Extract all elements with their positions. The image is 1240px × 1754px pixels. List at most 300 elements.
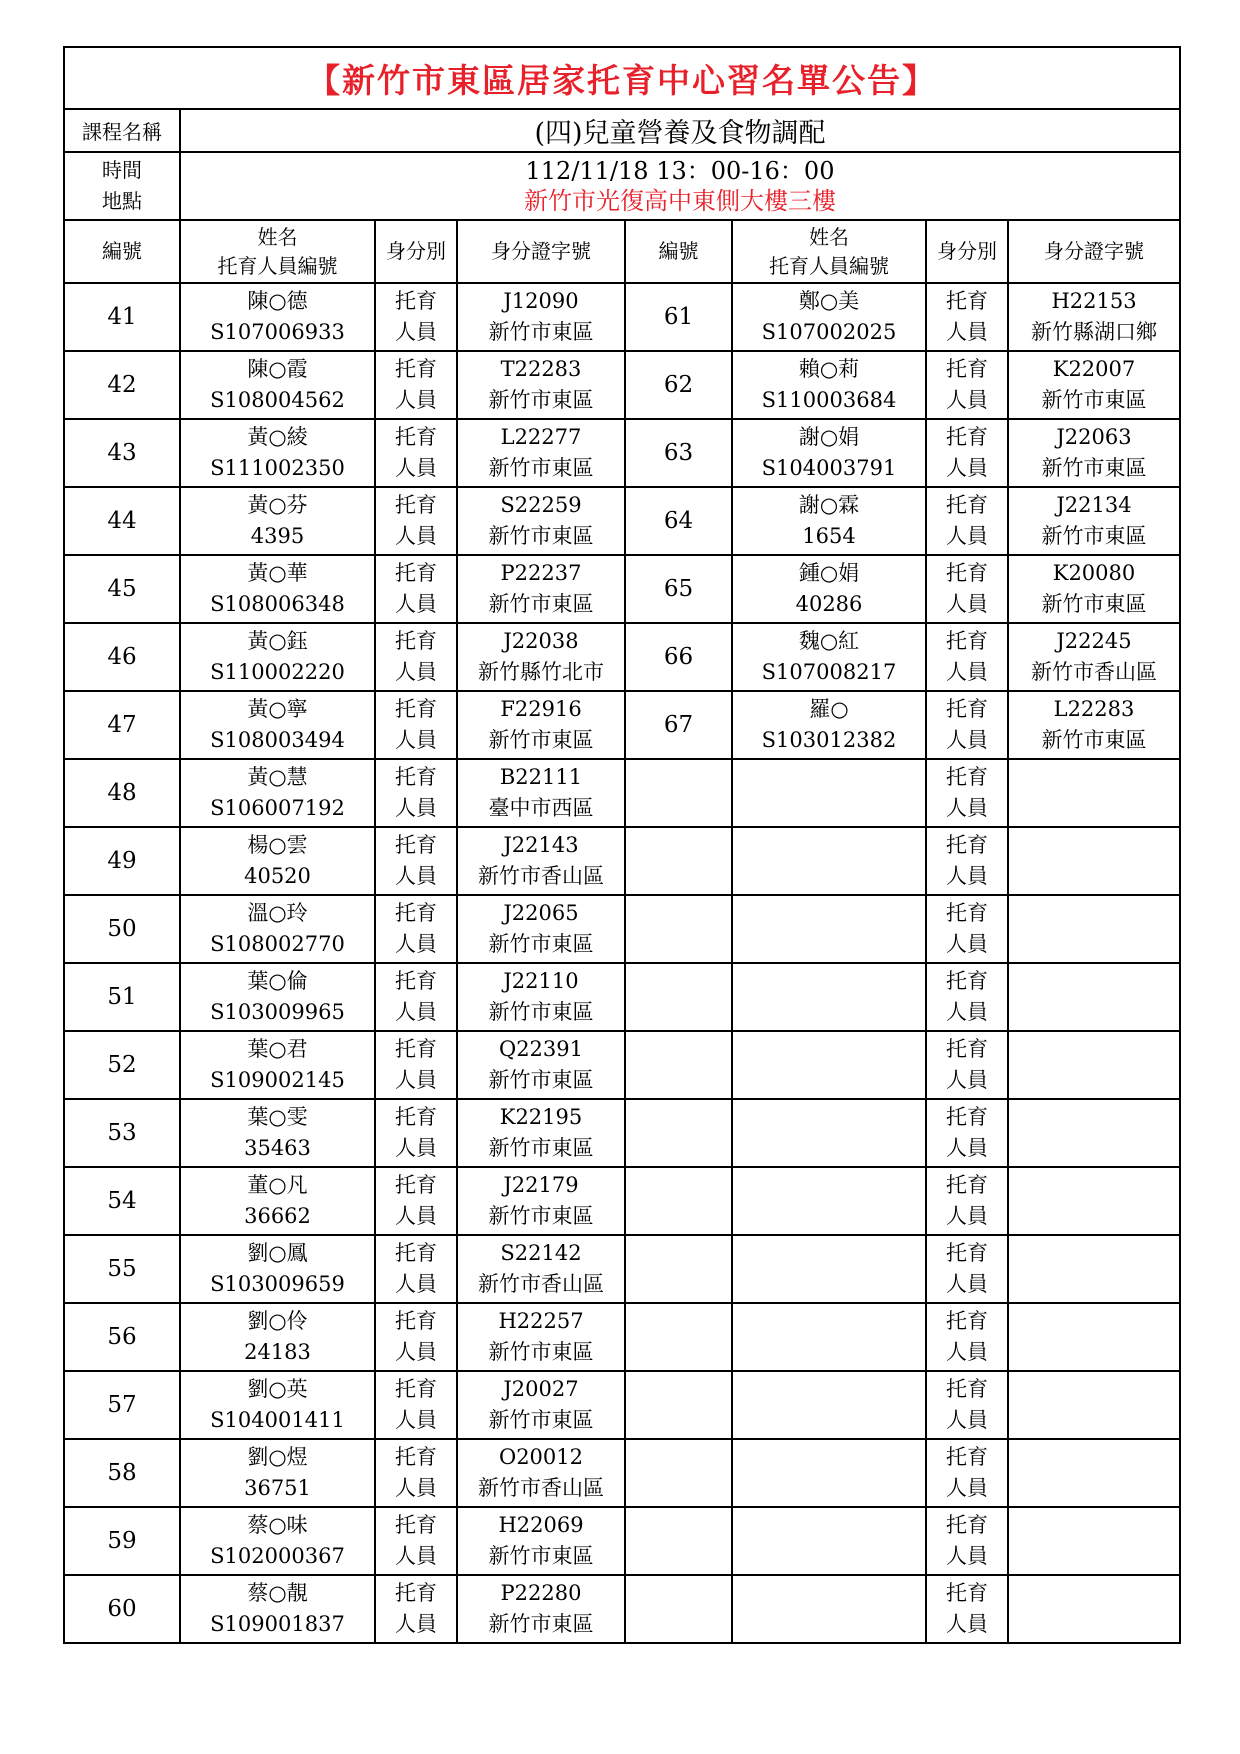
id-cell bbox=[457, 1099, 625, 1167]
id-cell-right bbox=[1008, 351, 1180, 419]
empty-num-cell bbox=[625, 1575, 732, 1643]
trainee-cell bbox=[180, 963, 375, 1031]
trainee-name: 葉○倫 bbox=[247, 969, 308, 993]
id-number: P22280 bbox=[500, 1581, 582, 1605]
id-number: L22277 bbox=[500, 425, 582, 449]
role-line2: 人員 bbox=[395, 932, 437, 956]
role-line2: 人員 bbox=[946, 660, 988, 684]
empty-num-cell bbox=[625, 1167, 732, 1235]
role-cell bbox=[375, 1303, 457, 1371]
role-line1: 托育 bbox=[946, 1105, 988, 1129]
role-cell bbox=[375, 623, 457, 691]
table-row bbox=[64, 555, 1180, 623]
role-cell-right bbox=[926, 1167, 1008, 1235]
table-row bbox=[64, 895, 1180, 963]
row-num: 52 bbox=[64, 1031, 180, 1099]
role-cell-right bbox=[926, 827, 1008, 895]
empty-trainee-cell bbox=[732, 1031, 926, 1099]
course-label: 課程名稱 bbox=[64, 109, 180, 152]
trainee-code: S104001411 bbox=[210, 1408, 345, 1432]
role-line1: 托育 bbox=[946, 765, 988, 789]
role-line1: 托育 bbox=[395, 1445, 437, 1469]
trainee-cell bbox=[180, 1507, 375, 1575]
empty-num-cell bbox=[625, 1371, 732, 1439]
trainee-name: 劉○伶 bbox=[247, 1309, 308, 1333]
row-num: 60 bbox=[64, 1575, 180, 1643]
row-num: 57 bbox=[64, 1371, 180, 1439]
empty-num-cell bbox=[625, 963, 732, 1031]
role-line2: 人員 bbox=[395, 1476, 437, 1500]
table-row bbox=[64, 1167, 1180, 1235]
role-line1: 托育 bbox=[395, 901, 437, 925]
role-line2: 人員 bbox=[395, 1204, 437, 1228]
header-id-right: 身分證字號 bbox=[1008, 220, 1180, 283]
role-cell-right bbox=[926, 351, 1008, 419]
empty-id-cell bbox=[1008, 1099, 1180, 1167]
id-number: P22237 bbox=[500, 561, 582, 585]
id-area: 新竹市香山區 bbox=[1031, 660, 1157, 684]
table-row bbox=[64, 691, 1180, 759]
empty-trainee-cell bbox=[732, 759, 926, 827]
role-line2: 人員 bbox=[395, 1068, 437, 1092]
id-area: 新竹市東區 bbox=[488, 1612, 594, 1636]
role-line1: 托育 bbox=[395, 1241, 437, 1265]
id-area: 新竹市東區 bbox=[488, 1408, 594, 1432]
trainee-name: 陳○德 bbox=[247, 289, 308, 313]
id-cell bbox=[457, 1167, 625, 1235]
role-line1: 托育 bbox=[395, 561, 437, 585]
header-name bbox=[180, 220, 375, 283]
role-cell-right bbox=[926, 487, 1008, 555]
row-num-right: 67 bbox=[625, 691, 732, 759]
role-line2: 人員 bbox=[946, 932, 988, 956]
column-header-row bbox=[64, 220, 1180, 283]
role-line1: 托育 bbox=[395, 1105, 437, 1129]
datetime: 112/11/18 13：00-16：00 bbox=[525, 157, 835, 185]
role-line2: 人員 bbox=[395, 456, 437, 480]
role-line1: 托育 bbox=[395, 1581, 437, 1605]
row-num-right: 64 bbox=[625, 487, 732, 555]
trainee-code: S111002350 bbox=[210, 456, 345, 480]
location: 新竹市光復高中東側大樓三樓 bbox=[524, 187, 836, 215]
role-cell bbox=[375, 1099, 457, 1167]
role-line1: 托育 bbox=[946, 1377, 988, 1401]
empty-id-cell bbox=[1008, 1235, 1180, 1303]
role-line1: 托育 bbox=[395, 697, 437, 721]
id-cell-right bbox=[1008, 487, 1180, 555]
role-line2: 人員 bbox=[946, 1476, 988, 1500]
id-area: 新竹市東區 bbox=[488, 1544, 594, 1568]
empty-id-cell bbox=[1008, 759, 1180, 827]
id-number: K22007 bbox=[1052, 357, 1136, 381]
trainee-cell bbox=[180, 555, 375, 623]
role-line2: 人員 bbox=[395, 1408, 437, 1432]
empty-id-cell bbox=[1008, 1031, 1180, 1099]
role-line2: 人員 bbox=[946, 728, 988, 752]
role-line2: 人員 bbox=[946, 592, 988, 616]
role-cell-right bbox=[926, 1575, 1008, 1643]
roster-table bbox=[63, 46, 1181, 1644]
trainee-name: 鍾○娟 bbox=[798, 561, 860, 585]
trainee-cell bbox=[180, 487, 375, 555]
trainee-name: 鄭○美 bbox=[798, 289, 860, 313]
id-area: 新竹市東區 bbox=[1041, 388, 1147, 412]
id-number: H22069 bbox=[498, 1513, 584, 1537]
id-cell bbox=[457, 1371, 625, 1439]
role-line1: 托育 bbox=[946, 1037, 988, 1061]
time-label: 時間 bbox=[102, 158, 142, 182]
trainee-code: S108003494 bbox=[210, 728, 345, 752]
empty-id-cell bbox=[1008, 1439, 1180, 1507]
id-area: 新竹市東區 bbox=[488, 1340, 594, 1364]
role-line2: 人員 bbox=[395, 1000, 437, 1024]
role-line2: 人員 bbox=[395, 1272, 437, 1296]
id-cell bbox=[457, 895, 625, 963]
empty-trainee-cell bbox=[732, 1439, 926, 1507]
id-number: B22111 bbox=[499, 765, 583, 789]
course-name: (四)兒童營養及食物調配 bbox=[180, 109, 1180, 152]
header-role-right: 身分別 bbox=[926, 220, 1008, 283]
role-cell bbox=[375, 1371, 457, 1439]
role-cell-right bbox=[926, 1507, 1008, 1575]
id-area: 新竹市東區 bbox=[488, 320, 594, 344]
role-cell bbox=[375, 1439, 457, 1507]
trainee-cell bbox=[180, 691, 375, 759]
role-line2: 人員 bbox=[395, 1544, 437, 1568]
id-number: J22245 bbox=[1056, 629, 1132, 653]
id-cell bbox=[457, 1575, 625, 1643]
role-line2: 人員 bbox=[395, 796, 437, 820]
id-cell bbox=[457, 963, 625, 1031]
role-cell-right bbox=[926, 963, 1008, 1031]
trainee-name: 黃○華 bbox=[247, 561, 308, 585]
empty-id-cell bbox=[1008, 1507, 1180, 1575]
trainee-name: 劉○英 bbox=[247, 1377, 308, 1401]
role-cell bbox=[375, 1235, 457, 1303]
role-line2: 人員 bbox=[395, 592, 437, 616]
id-number: H22257 bbox=[498, 1309, 584, 1333]
empty-trainee-cell bbox=[732, 895, 926, 963]
id-number: O20012 bbox=[498, 1445, 584, 1469]
trainee-code: S108002770 bbox=[210, 932, 345, 956]
role-line1: 托育 bbox=[946, 1445, 988, 1469]
trainee-code: 35463 bbox=[244, 1136, 311, 1160]
role-cell bbox=[375, 963, 457, 1031]
role-cell-right bbox=[926, 1031, 1008, 1099]
role-line1: 托育 bbox=[946, 561, 988, 585]
empty-num-cell bbox=[625, 1439, 732, 1507]
row-num-right: 63 bbox=[625, 419, 732, 487]
id-number: J22134 bbox=[1056, 493, 1132, 517]
id-area: 新竹市東區 bbox=[1041, 456, 1147, 480]
row-num: 44 bbox=[64, 487, 180, 555]
trainee-cell bbox=[180, 759, 375, 827]
id-cell bbox=[457, 487, 625, 555]
role-cell bbox=[375, 487, 457, 555]
role-line2: 人員 bbox=[395, 388, 437, 412]
role-line1: 托育 bbox=[395, 1037, 437, 1061]
trainee-name: 楊○雲 bbox=[247, 833, 308, 857]
trainee-code: S107002025 bbox=[761, 320, 897, 344]
row-num: 51 bbox=[64, 963, 180, 1031]
role-line1: 托育 bbox=[395, 1173, 437, 1197]
table-row bbox=[64, 419, 1180, 487]
header-num-right: 編號 bbox=[625, 220, 732, 283]
trainee-name: 陳○霞 bbox=[247, 357, 308, 381]
empty-id-cell bbox=[1008, 827, 1180, 895]
role-line2: 人員 bbox=[946, 1272, 988, 1296]
empty-num-cell bbox=[625, 1235, 732, 1303]
trainee-cell-right bbox=[732, 351, 926, 419]
role-cell bbox=[375, 827, 457, 895]
role-line1: 托育 bbox=[946, 1173, 988, 1197]
empty-id-cell bbox=[1008, 1371, 1180, 1439]
row-num: 41 bbox=[64, 283, 180, 351]
row-num: 43 bbox=[64, 419, 180, 487]
role-cell-right bbox=[926, 1235, 1008, 1303]
empty-trainee-cell bbox=[732, 1371, 926, 1439]
table-row bbox=[64, 963, 1180, 1031]
id-cell bbox=[457, 759, 625, 827]
trainee-code: S107006933 bbox=[210, 320, 345, 344]
trainee-code: S109001837 bbox=[210, 1612, 345, 1636]
row-num: 45 bbox=[64, 555, 180, 623]
header-id: 身分證字號 bbox=[457, 220, 625, 283]
table-row bbox=[64, 1303, 1180, 1371]
header-name-line2: 托育人員編號 bbox=[769, 253, 889, 278]
id-area: 新竹市香山區 bbox=[478, 1476, 604, 1500]
role-cell bbox=[375, 555, 457, 623]
trainee-code: S108006348 bbox=[210, 592, 345, 616]
id-number: F22916 bbox=[500, 697, 582, 721]
id-cell bbox=[457, 691, 625, 759]
trainee-cell bbox=[180, 1167, 375, 1235]
role-line2: 人員 bbox=[395, 1340, 437, 1364]
id-area: 臺中市西區 bbox=[488, 796, 594, 820]
role-line1: 托育 bbox=[395, 1309, 437, 1333]
role-line2: 人員 bbox=[395, 1136, 437, 1160]
trainee-name: 劉○煜 bbox=[247, 1445, 308, 1469]
role-line1: 托育 bbox=[946, 357, 988, 381]
id-number: J22110 bbox=[503, 969, 579, 993]
trainee-cell bbox=[180, 1303, 375, 1371]
role-line2: 人員 bbox=[946, 1068, 988, 1092]
id-area: 新竹市香山區 bbox=[478, 864, 604, 888]
role-line1: 托育 bbox=[946, 1241, 988, 1265]
empty-num-cell bbox=[625, 895, 732, 963]
empty-id-cell bbox=[1008, 1303, 1180, 1371]
role-cell-right bbox=[926, 1439, 1008, 1507]
empty-trainee-cell bbox=[732, 1099, 926, 1167]
trainee-code: S103012382 bbox=[761, 728, 897, 752]
header-name-line1: 姓名 bbox=[809, 224, 849, 249]
empty-trainee-cell bbox=[732, 1303, 926, 1371]
id-area: 新竹市東區 bbox=[1041, 524, 1147, 548]
id-cell bbox=[457, 623, 625, 691]
row-num-right: 62 bbox=[625, 351, 732, 419]
role-cell bbox=[375, 1167, 457, 1235]
id-number: T22283 bbox=[500, 357, 582, 381]
empty-trainee-cell bbox=[732, 1235, 926, 1303]
id-number: J22143 bbox=[503, 833, 579, 857]
role-cell-right bbox=[926, 623, 1008, 691]
role-line1: 托育 bbox=[946, 1309, 988, 1333]
empty-id-cell bbox=[1008, 1167, 1180, 1235]
trainee-code: S102000367 bbox=[210, 1544, 345, 1568]
id-cell-right bbox=[1008, 419, 1180, 487]
trainee-code: S103009965 bbox=[210, 1000, 345, 1024]
page-title: 【新竹市東區居家托育中心習名單公告】 bbox=[64, 47, 1180, 109]
trainee-name: 黃○芬 bbox=[247, 493, 308, 517]
id-area: 新竹市東區 bbox=[488, 1068, 594, 1092]
role-line2: 人員 bbox=[946, 1000, 988, 1024]
time-place-label bbox=[64, 152, 180, 220]
empty-num-cell bbox=[625, 1031, 732, 1099]
table-row bbox=[64, 1575, 1180, 1643]
id-cell bbox=[457, 555, 625, 623]
empty-num-cell bbox=[625, 827, 732, 895]
trainee-name: 葉○雯 bbox=[247, 1105, 308, 1129]
role-cell-right bbox=[926, 1099, 1008, 1167]
header-name-line2: 托育人員編號 bbox=[217, 253, 338, 278]
trainee-code: S110003684 bbox=[761, 388, 897, 412]
role-cell bbox=[375, 419, 457, 487]
empty-num-cell bbox=[625, 759, 732, 827]
role-line1: 托育 bbox=[946, 1581, 988, 1605]
id-cell bbox=[457, 1235, 625, 1303]
role-cell bbox=[375, 351, 457, 419]
trainee-name: 蔡○味 bbox=[247, 1513, 308, 1537]
id-number: S22259 bbox=[500, 493, 582, 517]
id-number: K22195 bbox=[499, 1105, 583, 1129]
role-line2: 人員 bbox=[946, 388, 988, 412]
role-line1: 托育 bbox=[946, 629, 988, 653]
place-label: 地點 bbox=[102, 189, 142, 213]
role-line2: 人員 bbox=[395, 660, 437, 684]
row-num: 59 bbox=[64, 1507, 180, 1575]
trainee-cell bbox=[180, 1235, 375, 1303]
row-num: 53 bbox=[64, 1099, 180, 1167]
role-line2: 人員 bbox=[946, 1204, 988, 1228]
trainee-code: 40520 bbox=[244, 864, 311, 888]
role-cell-right bbox=[926, 1303, 1008, 1371]
table-row bbox=[64, 1099, 1180, 1167]
table-row bbox=[64, 1371, 1180, 1439]
role-line2: 人員 bbox=[395, 524, 437, 548]
table-row bbox=[64, 623, 1180, 691]
id-area: 新竹市東區 bbox=[488, 456, 594, 480]
role-line1: 托育 bbox=[946, 425, 988, 449]
id-area: 新竹市東區 bbox=[488, 592, 594, 616]
trainee-code: S110002220 bbox=[210, 660, 345, 684]
role-cell bbox=[375, 1575, 457, 1643]
trainee-code: 36751 bbox=[244, 1476, 311, 1500]
table-row bbox=[64, 1439, 1180, 1507]
trainee-cell bbox=[180, 283, 375, 351]
trainee-code: S104003791 bbox=[761, 456, 897, 480]
id-area: 新竹縣湖口鄉 bbox=[1031, 320, 1157, 344]
id-area: 新竹市香山區 bbox=[478, 1272, 604, 1296]
trainee-code: 24183 bbox=[244, 1340, 311, 1364]
id-area: 新竹市東區 bbox=[488, 1000, 594, 1024]
empty-num-cell bbox=[625, 1303, 732, 1371]
trainee-cell bbox=[180, 1439, 375, 1507]
id-number: J12090 bbox=[503, 289, 579, 313]
trainee-name: 魏○紅 bbox=[798, 629, 860, 653]
role-line1: 托育 bbox=[946, 969, 988, 993]
role-line1: 托育 bbox=[946, 901, 988, 925]
row-num-right: 61 bbox=[625, 283, 732, 351]
id-area: 新竹市東區 bbox=[488, 388, 594, 412]
trainee-cell bbox=[180, 1575, 375, 1643]
id-cell-right bbox=[1008, 555, 1180, 623]
table-row bbox=[64, 487, 1180, 555]
role-cell-right bbox=[926, 691, 1008, 759]
trainee-cell-right bbox=[732, 623, 926, 691]
table-row bbox=[64, 759, 1180, 827]
id-number: J20027 bbox=[503, 1377, 579, 1401]
role-line1: 托育 bbox=[395, 1377, 437, 1401]
row-num-right: 66 bbox=[625, 623, 732, 691]
trainee-cell bbox=[180, 1031, 375, 1099]
empty-id-cell bbox=[1008, 1575, 1180, 1643]
trainee-name: 溫○玲 bbox=[247, 901, 308, 925]
role-line2: 人員 bbox=[946, 1408, 988, 1432]
trainee-name: 董○凡 bbox=[247, 1173, 308, 1197]
role-line2: 人員 bbox=[946, 1136, 988, 1160]
header-num: 編號 bbox=[64, 220, 180, 283]
role-line1: 托育 bbox=[946, 289, 988, 313]
trainee-cell-right bbox=[732, 555, 926, 623]
role-cell-right bbox=[926, 1371, 1008, 1439]
role-line1: 托育 bbox=[395, 629, 437, 653]
trainee-code: S108004562 bbox=[210, 388, 345, 412]
id-cell bbox=[457, 419, 625, 487]
trainee-code: 1654 bbox=[802, 524, 856, 548]
trainee-cell bbox=[180, 895, 375, 963]
empty-id-cell bbox=[1008, 963, 1180, 1031]
role-line2: 人員 bbox=[395, 1612, 437, 1636]
row-num: 48 bbox=[64, 759, 180, 827]
role-line1: 托育 bbox=[395, 765, 437, 789]
id-area: 新竹市東區 bbox=[1041, 592, 1147, 616]
row-num: 54 bbox=[64, 1167, 180, 1235]
role-cell bbox=[375, 1031, 457, 1099]
trainee-cell bbox=[180, 827, 375, 895]
trainee-cell bbox=[180, 351, 375, 419]
id-number: Q22391 bbox=[498, 1037, 584, 1061]
row-num: 42 bbox=[64, 351, 180, 419]
role-line2: 人員 bbox=[946, 864, 988, 888]
role-line2: 人員 bbox=[395, 728, 437, 752]
trainee-code: S103009659 bbox=[210, 1272, 345, 1296]
role-line1: 托育 bbox=[395, 357, 437, 381]
id-number: J22063 bbox=[1056, 425, 1132, 449]
role-cell bbox=[375, 283, 457, 351]
id-number: K20080 bbox=[1052, 561, 1136, 585]
row-num: 55 bbox=[64, 1235, 180, 1303]
trainee-cell bbox=[180, 1099, 375, 1167]
trainee-cell-right bbox=[732, 487, 926, 555]
id-area: 新竹市東區 bbox=[488, 1204, 594, 1228]
id-number: L22283 bbox=[1053, 697, 1135, 721]
trainee-name: 黃○慧 bbox=[247, 765, 308, 789]
id-number: J22065 bbox=[503, 901, 579, 925]
id-area: 新竹市東區 bbox=[488, 728, 594, 752]
id-cell bbox=[457, 1031, 625, 1099]
id-cell bbox=[457, 1303, 625, 1371]
table-row bbox=[64, 351, 1180, 419]
